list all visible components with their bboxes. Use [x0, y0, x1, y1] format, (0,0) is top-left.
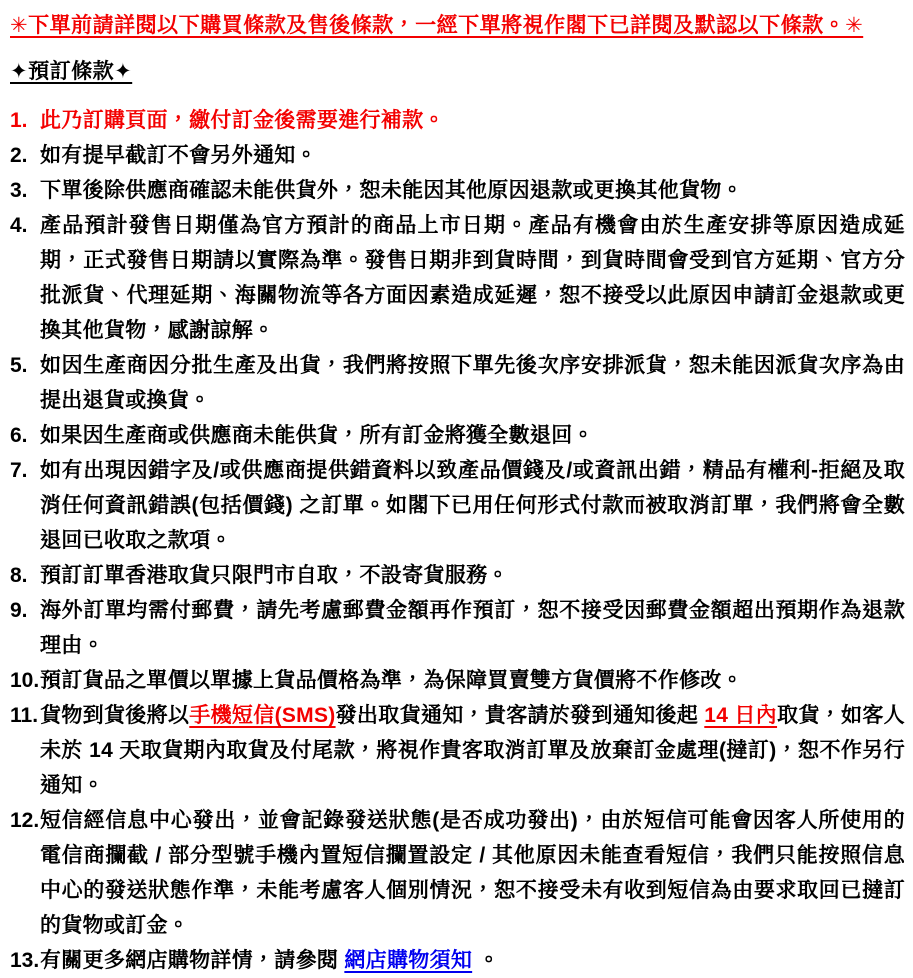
- term-item: [10, 558, 905, 593]
- term-number: 12.: [10, 809, 40, 832]
- term-item: [10, 698, 905, 803]
- term-text: [40, 208, 905, 348]
- term-text-segment: 預訂貨品之單價以單據上貨品價格為準，為保障買賣雙方貨價將不作修改。: [40, 669, 743, 692]
- term-text: [40, 558, 905, 593]
- term-text: [40, 173, 905, 208]
- term-number: 7.: [10, 459, 28, 482]
- term-text-segment: 海外訂單均需付郵費，請先考慮郵費金額再作預訂，恕不接受因郵費金額超出預期作為退款理由。: [40, 599, 905, 657]
- term-item: [10, 348, 905, 418]
- term-text: [40, 418, 905, 453]
- term-text-segment: 此乃訂購頁面，繳付訂金後需要進行補款。: [40, 109, 445, 132]
- term-text: [40, 103, 905, 138]
- term-text: [40, 593, 905, 663]
- term-text-segment: 如果因生產商或供應商未能供貨，所有訂金將獲全數退回。: [40, 424, 594, 447]
- term-number: 6.: [10, 424, 28, 447]
- term-item: [10, 663, 905, 698]
- term-text: [40, 663, 905, 698]
- term-item: [10, 138, 905, 173]
- term-number: 3.: [10, 179, 28, 202]
- highlighted-term-text: 手機短信(SMS): [189, 704, 336, 727]
- term-text: [40, 698, 905, 803]
- term-item: [10, 593, 905, 663]
- highlighted-term-text: 14 日內: [704, 704, 778, 727]
- term-item: [10, 803, 905, 943]
- term-number: 5.: [10, 354, 28, 377]
- term-item: [10, 453, 905, 558]
- pre-order-warning-banner: ✳下單前請詳閱以下購買條款及售後條款，一經下單將視作閣下已詳閱及默認以下條款。✳: [10, 14, 864, 37]
- term-text: [40, 348, 905, 418]
- term-text: [40, 453, 905, 558]
- term-text-segment: 。: [472, 949, 500, 972]
- term-text: [40, 138, 905, 173]
- term-number: 8.: [10, 564, 28, 587]
- term-item: [10, 173, 905, 208]
- term-text: [40, 803, 905, 943]
- term-number: 10.: [10, 669, 40, 692]
- term-number: 4.: [10, 214, 28, 237]
- term-item: [10, 418, 905, 453]
- term-text-segment: 產品預計發售日期僅為官方預計的商品上市日期。產品有機會由於生產安排等原因造成延期，正式發售日期請以實際為準。發售日期非到貨時間，到貨時間會受到官方延期、官方分批派貨、代理延期、海關物流等各方面因素造成延遲，恕不接受以此原因申請訂金退款或更換其他貨物，感謝諒解。: [40, 214, 905, 342]
- term-item: [10, 103, 905, 138]
- term-text-segment: 有關更多網店購物詳情，請參閱: [40, 949, 345, 972]
- term-number: 13.: [10, 949, 40, 972]
- term-number: 11.: [10, 704, 39, 727]
- term-number: 1.: [10, 109, 28, 132]
- term-text-segment: 如有提早截訂不會另外通知。: [40, 144, 317, 167]
- term-text-segment: 貨物到貨後將以: [40, 704, 190, 727]
- terms-list: [10, 103, 905, 978]
- section-title-preorder-terms: ✦預訂條款✦: [10, 60, 133, 83]
- term-number: 9.: [10, 599, 28, 622]
- term-item: [10, 208, 905, 348]
- term-text-segment: 短信經信息中心發出，並會記錄發送狀態(是否成功發出)，由於短信可能會因客人所使用的電信商攔截 / 部分型號手機內置短信攔置設定 / 其他原因未能查看短信，我們只能按照信息中心的發送狀態作準，未能考慮客人個別情況，恕不接受未有收到短信為由要求取回已撻訂的貨物或訂金。: [40, 809, 905, 937]
- store-shopping-guide-link[interactable]: 網店購物須知: [344, 949, 473, 972]
- term-text-segment: 如有出現因錯字及/或供應商提供錯資料以致產品價錢及/或資訊出錯，精品有權利-拒絕及取消任何資訊錯誤(包括價錢) 之訂單。如閣下已用任何形式付款而被取消訂單，我們將會全數退回已收取之款項。: [40, 459, 905, 552]
- term-text-segment: 如因生產商因分批生產及出貨，我們將按照下單先後次序安排派貨，恕未能因派貨次序為由提出退貨或換貨。: [40, 354, 905, 412]
- term-text-segment: 發出取貨通知，貴客請於發到通知後起: [335, 704, 705, 727]
- term-text-segment: 取貨，如客人未於 14 天取貨期內取貨及付尾款，將視作貴客取消訂單及放棄訂金處理(撻訂)，恕不作另行通知。: [40, 704, 905, 797]
- term-text-segment: 下單後除供應商確認未能供貨外，恕未能因其他原因退款或更換其他貨物。: [40, 179, 743, 202]
- term-number: 2.: [10, 144, 28, 167]
- term-text-segment: 預訂訂單香港取貨只限門市自取，不設寄貨服務。: [40, 564, 509, 587]
- term-item: [10, 943, 905, 978]
- term-text: [40, 943, 905, 978]
